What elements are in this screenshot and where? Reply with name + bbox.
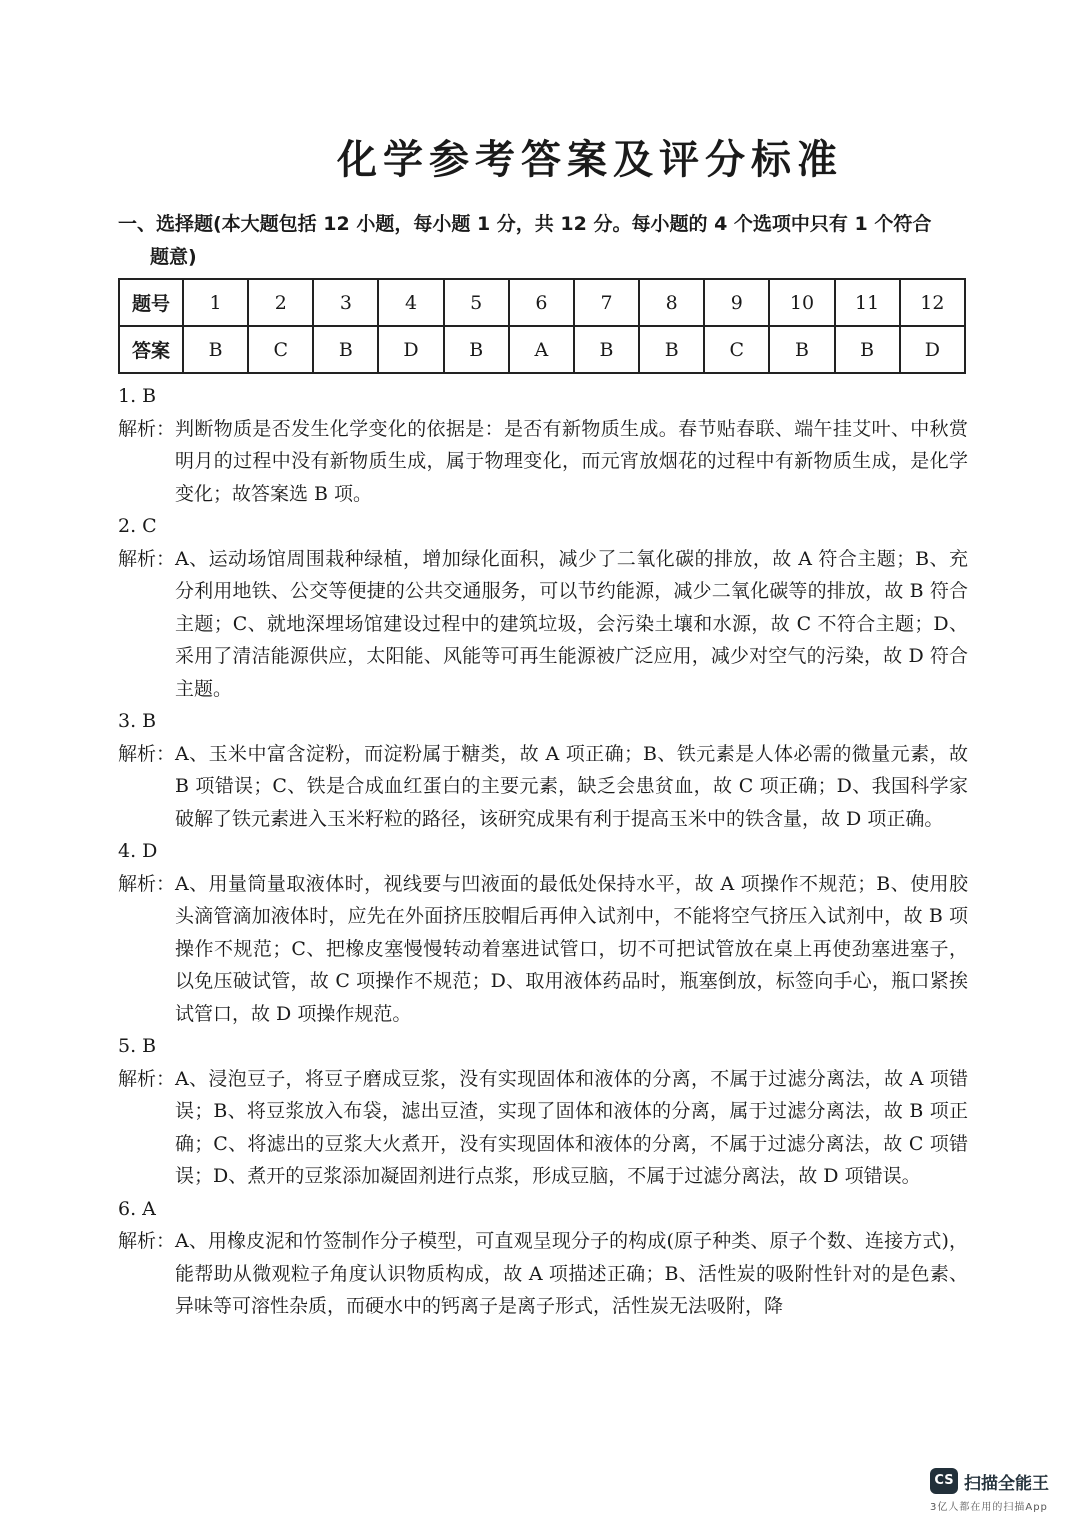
analysis-text: A、用量筒量取液体时，视线要与凹液面的最低处保持水平，故 A 项操作不规范；B、使用胶头滴管滴加液体时，应先在外面挤压胶帽后再伸入试剂中，不能将空气挤压入试剂中，故 B 项操作不规范；C、把橡皮塞慢慢转动着塞进试管口，切不可把试管放在桌上再使劲塞进塞子，以免压破试管，故 C 项操作不规范；D、取用液体药品时，瓶塞倒放，标签向手心，瓶口紧挨试管口，故 D 项操作规范。 [175,872,968,1025]
question-number: 4. D [118,840,158,862]
question-number-cell: 11 [835,279,900,326]
question-number-cell: 2 [248,279,313,326]
scanner-watermark [930,1468,1060,1514]
answer-cell: D [378,326,443,373]
question-number-cell: 8 [639,279,704,326]
question-block [118,1030,968,1193]
question-block [118,705,968,835]
section-heading-line2: 题意) [150,246,197,268]
analysis-text: A、运动场馆周围栽种绿植，增加绿化面积，减少了二氧化碳的排放，故 A 符合主题；B、充分利用地铁、公交等便捷的公共交通服务，可以节约能源，减少二氧化碳等的排放，故 B 符合主题；C、就地深埋场馆建设过程中的建筑垃圾，会污染土壤和水源，故 C 不符合主题；D、采用了清洁能源供应，太阳能、风能等可再生能源被广泛应用，减少对空气的污染，故 D 符合主题。 [175,547,968,700]
analysis [118,543,968,706]
answer-cell: D [900,326,965,373]
analysis-text: 判断物质是否发生化学变化的依据是：是否有新物质生成。春节贴春联、端午挂艾叶、中秋赏明月的过程中没有新物质生成，属于物理变化，而元宵放烟花的过程中有新物质生成，是化学变化；故答案选 B 项。 [175,417,968,505]
analysis [118,1225,968,1323]
question-number-cell: 7 [574,279,639,326]
question-number-cell: 5 [444,279,509,326]
question-number: 1. B [118,385,157,407]
answer-cell: C [704,326,769,373]
answer-table [118,278,966,374]
analysis [118,413,968,511]
analysis [118,1063,968,1193]
answer-cell: B [769,326,834,373]
question-number: 2. C [118,515,157,537]
watermark-slogan: 3亿人都在用的扫描App [930,1502,1048,1513]
page-title: 化学参考答案及评分标准 [337,137,843,183]
analysis-text: A、玉米中富含淀粉，而淀粉属于糖类，故 A 项正确；B、铁元素是人体必需的微量元素，故 B 项错误；C、铁是合成血红蛋白的主要元素，缺乏会患贫血，故 C 项正确；D、我国科学家破解了铁元素进入玉米籽粒的路径，该研究成果有利于提高玉米中的铁含量，故 D 项正确。 [175,742,968,830]
camscanner-logo-icon: CS [930,1468,958,1494]
row-header-answer: 答案 [119,326,183,373]
analysis-label: 解析： [118,547,176,570]
answer-cell: B [444,326,509,373]
answer-cell: B [639,326,704,373]
question-number-cell: 6 [509,279,574,326]
answer-cell: B [313,326,378,373]
analysis-text: A、用橡皮泥和竹签制作分子模型，可直观呈现分子的构成(原子种类、原子个数、连接方式)，能帮助从微观粒子角度认识物质构成，故 A 项描述正确；B、活性炭的吸附性针对的是色素、异味等可溶性杂质，而硬水中的钙离子是离子形式，活性炭无法吸附，降 [175,1230,968,1317]
question-number-cell: 1 [183,279,248,326]
question-number-cell: 12 [900,279,965,326]
analysis-label: 解析： [118,872,176,895]
analysis-label: 解析： [118,742,176,765]
question-number-cell: 9 [704,279,769,326]
explanations [118,380,968,1323]
question-number: 6. A [118,1197,156,1220]
analysis [118,868,968,1031]
answer-cell: B [835,326,900,373]
question-block [118,510,968,705]
analysis-label: 解析： [118,1230,176,1252]
answer-cell: B [183,326,248,373]
analysis-label: 解析： [118,1067,176,1090]
answer-cell: B [574,326,639,373]
row-header-number: 题号 [119,279,183,326]
answer-cell: A [509,326,574,373]
question-number-cell: 4 [378,279,443,326]
answer-table-number-row [119,279,965,326]
question-block [118,835,968,1030]
question-block [118,380,968,510]
question-number: 5. B [118,1035,157,1057]
analysis-text: A、浸泡豆子，将豆子磨成豆浆，没有实现固体和液体的分离，不属于过滤分离法，故 A 项错误；B、将豆浆放入布袋，滤出豆渣，实现了固体和液体的分离，属于过滤分离法，故 B 项正确；C、将滤出的豆浆大火煮开，没有实现固体和液体的分离，不属于过滤分离法，故 C 项错误；D、煮开的豆浆添加凝固剂进行点浆，形成豆脑，不属于过滤分离法，故 D 项错误。 [175,1067,968,1187]
answer-table-answer-row [119,326,965,373]
question-block [118,1193,968,1323]
section-heading-line1: 一、选择题(本大题包括 12 小题，每小题 1 分，共 12 分。每小题的 4 个选项中只有 1 个符合 [118,213,932,235]
analysis-label: 解析： [118,417,176,440]
watermark-app-name: 扫描全能王 [964,1474,1049,1494]
question-number-cell: 3 [313,279,378,326]
answer-cell: C [248,326,313,373]
section-heading [118,208,968,274]
analysis [118,738,968,836]
question-number-cell: 10 [769,279,834,326]
question-number: 3. B [118,710,157,732]
